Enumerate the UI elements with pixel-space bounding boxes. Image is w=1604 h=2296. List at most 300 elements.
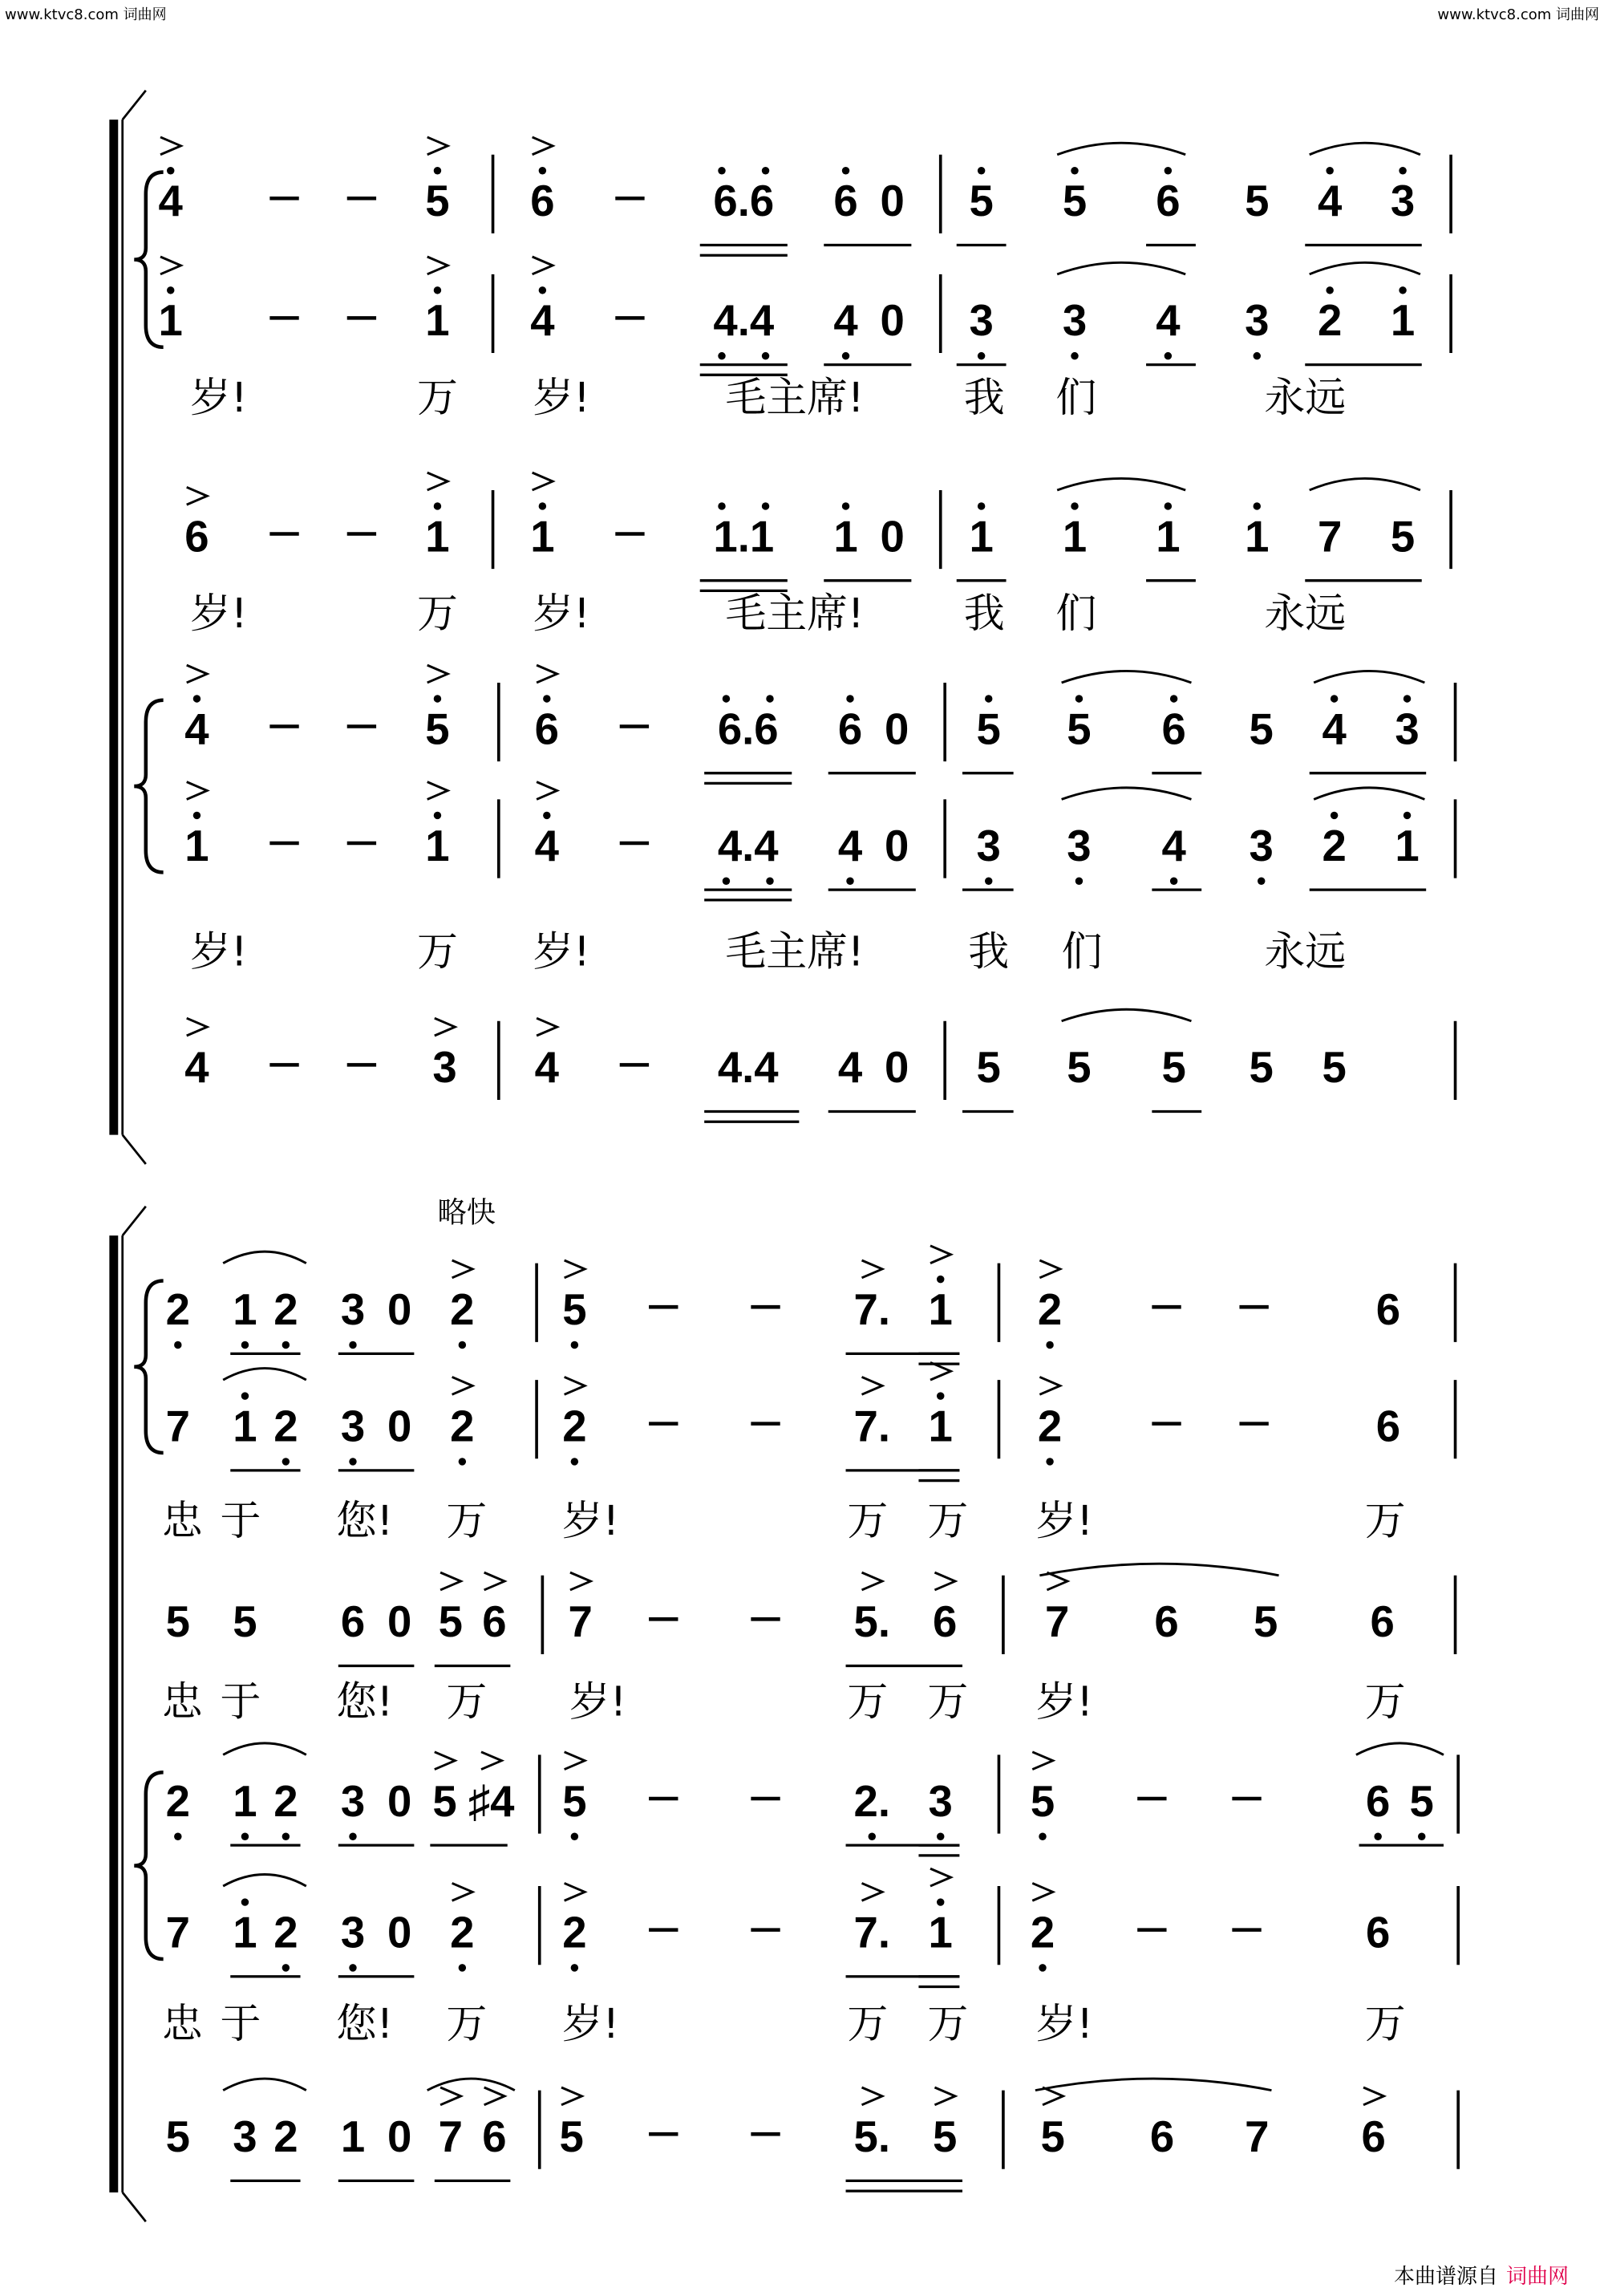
accent-mark [862,1377,882,1394]
note-digit: 4 [158,176,183,226]
note-digit: 3 [233,2111,257,2161]
slur-arc [223,1743,306,1755]
accent-mark [565,1752,585,1770]
octave-dot-high [241,1898,249,1905]
lyric-syllable: 岁! [561,2001,620,2049]
octave-dot-high [842,502,849,509]
lyric-syllable: 岁! [533,590,590,638]
note-digit: 5 [562,1285,587,1335]
slur-arc [1310,478,1420,490]
accent-mark [1032,1883,1052,1900]
octave-dot-low [985,878,992,885]
notes-row [159,137,1452,255]
note-digit: 5 [1409,1776,1434,1826]
accent-mark [1039,1377,1059,1394]
octave-dot-low [718,352,725,359]
accent-mark [427,665,448,683]
octave-dot-low [459,1964,466,1971]
note-digit: 1 [1156,512,1181,562]
octave-dot-low [241,1341,249,1349]
note-digit: 2 [1037,1285,1063,1335]
lyric-syllable: 您! [335,1678,394,1726]
note-digit: 6 [530,176,555,226]
lyric-syllable: 岁! [190,928,248,976]
note-digit: 1 [425,821,450,870]
note-digit: 4 [837,1043,863,1093]
octave-dot-low [1039,1964,1046,1971]
note-digit: 6 [837,704,863,754]
lyric-syllable: 永远 [1264,590,1347,638]
note-digit: 4 [184,704,209,754]
octave-dot-high [718,502,725,509]
accent-mark [452,1260,472,1278]
slur-arc [1062,671,1192,683]
octave-dot-low [766,878,773,885]
octave-dot-high [1071,167,1078,174]
note-digit: 2 [273,1285,298,1335]
note-digit: 5 [1062,176,1088,226]
note-digit: 6.6 [717,704,779,754]
accent-mark [533,473,553,490]
note-digit: 5 [1245,176,1270,226]
lyric-syllable: 万 [927,1497,969,1545]
octave-dot-low [459,1458,466,1465]
note-digit: 4.4 [713,296,775,346]
note-digit: 6 [1370,1597,1395,1647]
lyric-syllable: 毛主席! [725,590,865,638]
lyric-syllable: 岁! [190,590,248,638]
note-digit: 5 [976,704,1001,754]
accent-mark [160,257,180,274]
slur-arc [223,1875,306,1887]
lyric-syllable: 万 [446,2001,488,2049]
lyric-syllable: 万 [1364,1678,1406,1726]
lyric-syllable: 岁! [533,928,590,976]
lyric-syllable: 岁! [569,1678,627,1726]
note-digit: 4 [1161,821,1186,870]
lyric-syllable: 我 [963,590,1005,638]
tempo-marking: 略快 [437,1195,496,1230]
note-digit: 1 [425,512,450,562]
lyrics-row [162,2001,1406,2048]
octave-dot-high [937,1392,944,1399]
note-digit: 4 [184,1043,209,1093]
note-digit: 0 [387,1285,412,1335]
accent-mark [452,1883,472,1900]
octave-dot-high [766,695,773,702]
octave-dot-high [1326,286,1333,294]
lyric-syllable: 岁! [1035,1678,1093,1726]
note-digit: 5 [432,1776,457,1826]
note-digit: 3 [340,1908,366,1957]
accent-mark [930,1868,950,1886]
note-digit: 6 [833,176,858,226]
lyric-syllable: 们 [1055,590,1097,638]
note-digit: 5 [1040,2111,1065,2161]
octave-dot-low [282,1458,290,1465]
note-digit: 6 [1375,1285,1401,1335]
accent-mark [570,1572,590,1590]
lyric-syllable: 忠 [161,1678,203,1726]
note-digit: 0 [387,1908,412,1957]
note-digit: 5 [165,2111,190,2161]
note-digit: 4.4 [717,821,779,870]
note-digit: 7 [165,1402,190,1451]
slur-arc [1057,262,1185,274]
accent-mark [440,2087,460,2105]
octave-dot-low [1374,1833,1381,1840]
bracket-hook-top [123,1207,146,1235]
octave-dot-low [349,1964,356,1971]
note-digit: 5 [1249,704,1274,754]
accent-mark [862,1260,882,1278]
lyric-syllable: 忠 [161,1497,203,1545]
octave-dot-high [1071,502,1078,509]
octave-dot-high [762,502,769,509]
note-digit: 4 [530,296,555,346]
notes-row [166,2079,1459,2191]
note-digit: 5 [438,1597,463,1647]
lyric-syllable: 毛主席! [725,928,865,976]
note-digit: 5 [976,1043,1001,1093]
note-digit: 7 [1245,2111,1270,2161]
accent-mark [537,665,557,683]
note-digit: 6 [534,704,559,754]
lyric-syllable: 毛主席! [725,374,865,422]
lyric-syllable: 您! [335,2001,394,2049]
octave-dot-low [571,1833,578,1840]
octave-dot-high [1326,167,1333,174]
octave-dot-high [1075,695,1083,702]
octave-dot-high [978,502,985,509]
note-digit: 2 [165,1285,190,1335]
note-digit: 5 [425,176,450,226]
note-digit: 7 [568,1597,593,1647]
slur-arc [1039,1564,1278,1576]
note-digit: 2 [165,1776,190,1826]
note-digit: 5 [233,1597,257,1647]
octave-dot-high [434,812,441,819]
octave-dot-high [434,167,441,174]
note-digit: 1 [233,1402,257,1451]
lyric-syllable: 万 [927,2001,969,2049]
note-digit: 1 [833,512,858,562]
lyric-syllable: 万 [417,928,458,976]
note-digit: ♯4 [468,1776,515,1826]
note-digit: 3 [1390,176,1416,226]
octave-dot-high [1170,695,1177,702]
note-digit: 2 [273,1402,298,1451]
lyric-syllable: 于 [220,2001,261,2049]
note-digit: 5 [165,1597,190,1647]
octave-dot-low [571,1341,578,1349]
octave-dot-high [1331,812,1338,819]
octave-dot-low [282,1833,290,1840]
octave-dot-high [985,695,992,702]
note-digit: 2 [450,1285,475,1335]
note-digit: 5 [1067,1043,1092,1093]
octave-dot-low [723,878,730,885]
octave-dot-low [1075,878,1083,885]
octave-dot-low [1254,352,1261,359]
accent-mark [1039,1260,1059,1278]
music-systems [114,91,1458,2222]
note-digit: 1 [158,296,183,346]
bracket-hook-bottom [123,1135,146,1164]
octave-dot-high [434,695,441,702]
octave-dot-high [1404,812,1411,819]
lyric-syllable: 岁! [561,1497,620,1545]
voice-brace [134,1280,163,1453]
octave-dot-high [1331,695,1338,702]
octave-dot-high [1404,695,1411,702]
note-digit: 7. [853,1402,891,1451]
note-digit: 1 [1062,512,1088,562]
note-digit: 3 [432,1043,457,1093]
note-digit: 1 [425,296,450,346]
octave-dot-low [846,878,853,885]
accent-mark [435,1018,455,1036]
octave-dot-low [1258,878,1265,885]
bracket-hook-bottom [123,2193,146,2221]
source-label: 本曲谱源自 [1393,2265,1498,2289]
octave-dot-low [282,1964,290,1971]
note-digit: 3 [340,1776,366,1826]
note-digit: 5 [1067,704,1092,754]
accent-mark [187,665,207,683]
lyric-syllable: 们 [1061,928,1103,976]
accent-mark [484,2087,504,2105]
note-digit: 5 [1322,1043,1347,1093]
notes-row [184,665,1455,783]
note-digit: 1 [1390,296,1416,346]
octave-dot-low [459,1341,466,1349]
header-right: www.ktvc8.com 词曲网 [1437,6,1599,23]
note-digit: 7 [1045,1597,1070,1647]
accent-mark [565,1260,585,1278]
lyric-syllable: 万 [847,1678,889,1726]
octave-dot-high [241,1392,249,1399]
note-digit: 3 [340,1402,366,1451]
note-digit: 3 [1067,821,1092,870]
note-digit: 4.4 [717,1043,779,1093]
note-digit: 0 [885,1043,909,1093]
note-digit: 5 [969,176,994,226]
octave-dot-high [1254,502,1261,509]
lyric-syllable: 永远 [1264,928,1347,976]
octave-dot-low [1418,1833,1425,1840]
octave-dot-high [1165,167,1172,174]
accent-mark [187,782,207,800]
octave-dot-high [434,502,441,509]
lyric-syllable: 万 [1364,1497,1406,1545]
accent-mark [561,2087,581,2105]
note-digit: 5 [1390,512,1416,562]
accent-mark [1363,2087,1383,2105]
lyric-syllable: 于 [220,1497,261,1545]
octave-dot-high [937,1276,944,1283]
note-digit: 5 [1254,1597,1278,1647]
note-digit: 2 [1322,821,1347,870]
note-digit: 3 [1245,296,1270,346]
note-digit: 1 [233,1908,257,1957]
note-digit: 7 [438,2111,463,2161]
lyric-syllable: 忠 [161,2001,203,2049]
note-digit: 1 [928,1908,953,1957]
note-digit: 6 [933,1597,958,1647]
slur-arc [223,1251,306,1264]
octave-dot-low [282,1341,290,1349]
accent-mark [481,1752,501,1770]
note-digit: 0 [387,1597,412,1647]
octave-dot-low [571,1964,578,1971]
slur-arc [1057,143,1185,155]
note-digit: 0 [885,704,909,754]
octave-dot-low [762,352,769,359]
note-digit: 6 [1161,704,1186,754]
note-digit: 3 [1062,296,1088,346]
octave-dot-high [193,695,200,702]
slur-arc [1314,671,1424,683]
octave-dot-low [349,1833,356,1840]
note-digit: 7 [1318,512,1343,562]
octave-dot-high [937,1898,944,1905]
note-digit: 2 [1030,1908,1055,1957]
accent-mark [565,1377,585,1394]
note-digit: 1 [1395,821,1420,870]
note-digit: 5 [425,704,450,754]
lyric-syllable: 于 [220,1678,261,1726]
accent-mark [427,473,448,490]
lyric-syllable: 万 [417,374,458,422]
accent-mark [435,1752,455,1770]
note-digit: 2 [450,1402,475,1451]
octave-dot-low [1039,1833,1046,1840]
accent-mark [440,1572,460,1590]
accent-mark [537,782,557,800]
note-digit: 5 [1161,1043,1186,1093]
lyric-syllable: 岁! [190,374,248,422]
octave-dot-low [174,1341,181,1349]
note-digit: 6 [1149,2111,1175,2161]
note-digit: 6 [1154,1597,1179,1647]
accent-mark [187,487,207,505]
octave-dot-high [1165,502,1172,509]
note-digit: 2. [853,1776,891,1826]
notes-row [166,1743,1459,1856]
note-digit: 2 [562,1402,587,1451]
note-digit: 6 [482,2111,507,2161]
note-digit: 1 [233,1776,257,1826]
notes-row [166,1246,1456,1364]
accent-mark [934,2087,954,2105]
note-digit: 5 [562,1776,587,1826]
octave-dot-low [937,1833,944,1840]
accent-mark [160,137,180,155]
octave-dot-low [869,1833,876,1840]
note-digit: 6 [340,1597,366,1647]
note-digit: 0 [387,1402,412,1451]
slur-arc [1314,788,1424,800]
voice-brace [134,1772,163,1959]
notes-row [184,782,1455,900]
note-digit: 0 [387,1776,412,1826]
accent-mark [187,1018,207,1036]
octave-dot-low [349,1458,356,1465]
lyrics-row [162,1498,1406,1545]
slur-arc [1062,788,1192,800]
note-digit: 0 [880,296,905,346]
lyrics-row [162,1678,1406,1726]
note-digit: 1 [233,1285,257,1335]
notes-row [166,1564,1456,1665]
lyric-syllable: 我 [968,928,1010,976]
octave-dot-high [718,167,725,174]
note-digit: 6 [1366,1776,1391,1826]
octave-dot-low [1046,1341,1053,1349]
note-digit: 5 [1249,1043,1274,1093]
octave-dot-high [762,167,769,174]
notes-row [184,473,1451,590]
note-digit: 5. [853,1597,891,1647]
octave-dot-high [543,695,550,702]
slur-arc [223,1369,306,1381]
note-digit: 3 [928,1776,953,1826]
accent-mark [930,1246,950,1264]
note-digit: 0 [880,512,905,562]
note-digit: 6 [184,512,209,562]
accent-mark [533,257,553,274]
octave-dot-high [543,812,550,819]
octave-dot-low [842,352,849,359]
lyric-syllable: 万 [417,590,458,638]
octave-dot-high [193,812,200,819]
header-left: www.ktvc8.com 词曲网 [5,6,167,23]
accent-mark [565,1883,585,1900]
octave-dot-low [571,1458,578,1465]
octave-dot-high [978,167,985,174]
notes-row [184,1009,1455,1122]
note-digit: 2 [1318,296,1343,346]
octave-dot-low [1046,1458,1053,1465]
note-digit: 1 [969,512,994,562]
lyrics-row [190,590,1346,638]
note-digit: 4 [534,1043,559,1093]
note-digit: 2 [273,1776,298,1826]
note-digit: 4 [833,296,858,346]
note-digit: 7. [853,1908,891,1957]
accent-mark [1043,2087,1063,2105]
note-digit: 2 [562,1908,587,1957]
notes-row [166,1362,1456,1480]
note-digit: 3 [1395,704,1420,754]
octave-dot-high [434,286,441,294]
note-digit: 1 [928,1285,953,1335]
octave-dot-high [1399,286,1406,294]
lyric-syllable: 岁! [1035,1497,1093,1545]
note-digit: 7. [853,1285,891,1335]
accent-mark [934,1572,954,1590]
slur-arc [1310,143,1420,155]
slur-arc [223,2079,306,2091]
octave-dot-high [167,286,174,294]
note-digit: 2 [1037,1402,1063,1451]
lyric-syllable: 万 [446,1678,488,1726]
note-digit: 0 [387,2111,412,2161]
note-digit: 6 [482,1597,507,1647]
note-digit: 1 [530,512,555,562]
note-digit: 2 [273,2111,298,2161]
